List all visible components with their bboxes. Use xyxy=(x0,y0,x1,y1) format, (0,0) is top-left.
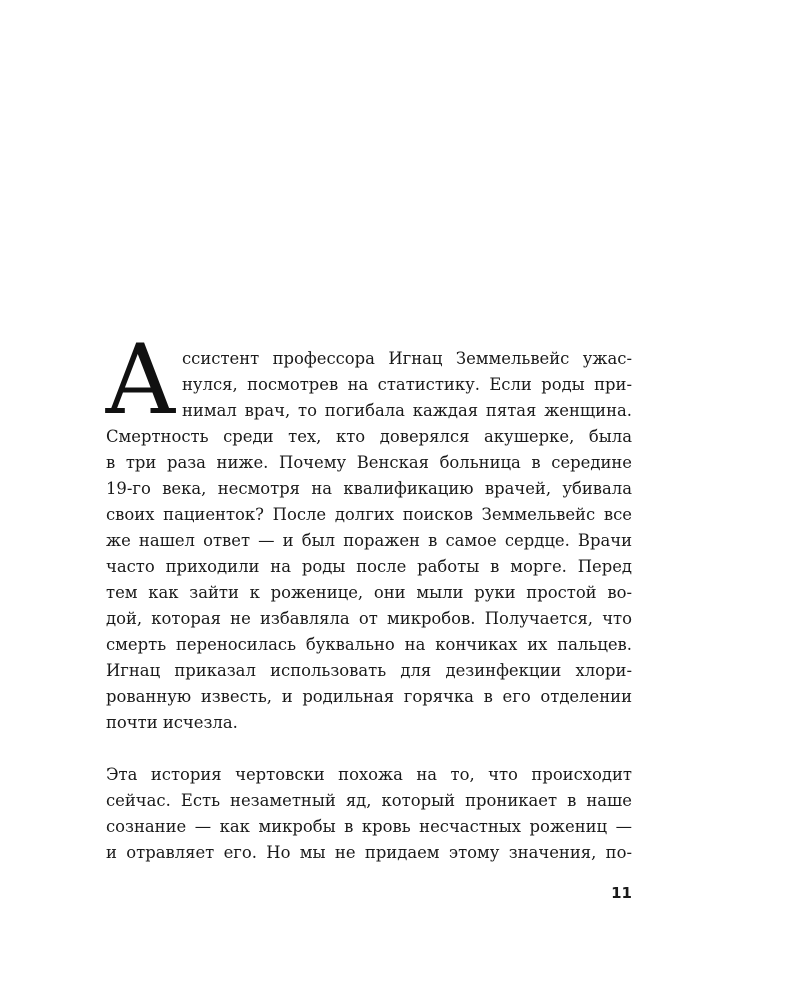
text-line: в три раза ниже. Почему Венская больница в середине xyxy=(106,453,632,472)
text-line: часто приходили на роды после работы в морге. Перед xyxy=(106,557,632,576)
drop-cap-letter: А xyxy=(104,324,177,436)
text-line: рованную известь, и родильная горячка в его отделении xyxy=(106,687,632,706)
text-line: Игнац приказал использовать для дезинфекции хлори- xyxy=(106,661,632,680)
text-line: ссистент профессора Игнац Земмельвейс ужас- xyxy=(182,349,632,368)
text-line: смерть переносилась буквально на кончиках их пальцев. xyxy=(106,635,632,654)
text-line: почти исчезла. xyxy=(106,713,238,732)
text-line: и отравляет его. Но мы не придаем этому значения, по- xyxy=(106,843,632,862)
text-line: сознание — как микробы в кровь несчастных рожениц — xyxy=(106,817,632,836)
text-line: Смертность среди тех, кто доверялся акушерке, была xyxy=(106,427,632,446)
text-line: 19-го века, несмотря на квалификацию врачей, убивала xyxy=(106,479,632,498)
text-line: своих пациенток? После долгих поисков Земмельвейс все xyxy=(106,505,632,524)
text-line: нулся, посмотрев на статистику. Если роды при- xyxy=(182,375,632,394)
text-line: сейчас. Есть незаметный яд, который проникает в наше xyxy=(106,791,632,810)
text-line: нимал врач, то погибала каждая пятая женщина. xyxy=(182,401,632,420)
text-line: Эта история чертовски похожа на то, что происходит xyxy=(106,765,632,784)
page-number: 11 xyxy=(611,884,632,902)
text-line: тем как зайти к роженице, они мыли руки простой во- xyxy=(106,583,632,602)
text-line: дой, которая не избавляла от микробов. Получается, что xyxy=(106,609,632,628)
text-line: же нашел ответ — и был поражен в самое сердце. Врачи xyxy=(106,531,632,550)
